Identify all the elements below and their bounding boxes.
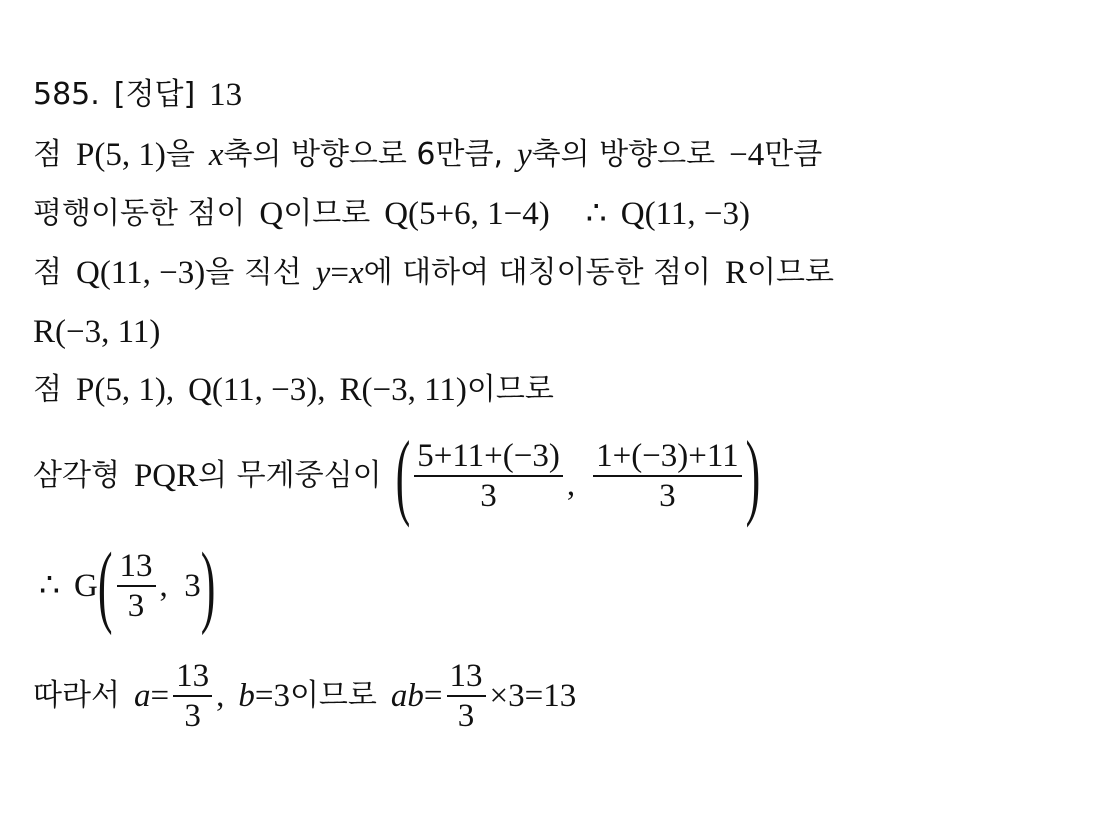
fraction-numerator: 5+11+(−3) — [417, 437, 560, 474]
a-fraction — [173, 659, 212, 734]
text: 이므로 — [289, 678, 377, 713]
text: 삼각형 — [33, 458, 120, 493]
solution-line-5 — [33, 366, 554, 414]
solution-line-4 — [33, 308, 160, 356]
text: 평행이동한 점이 — [33, 196, 246, 231]
text: 을 직선 — [205, 255, 302, 290]
equals-sign: = — [423, 677, 443, 714]
point-p: P(5, 1), — [75, 371, 175, 408]
label-g: G — [74, 567, 98, 604]
text: 의 무게중심이 — [198, 458, 382, 493]
right-paren-icon: ) — [745, 421, 761, 529]
text: 따라서 — [33, 678, 120, 713]
fraction-denominator: 3 — [184, 697, 201, 734]
solution-line-8 — [33, 650, 576, 742]
variable-b: b — [238, 677, 255, 714]
text: 을 — [165, 137, 195, 172]
point-q: Q(11, −3) — [75, 254, 206, 291]
equals-sign: = — [330, 254, 349, 291]
result-q: Q(11, −3) — [620, 195, 750, 232]
centroid-x-fraction — [414, 439, 563, 514]
variable-x: x — [348, 254, 364, 291]
problem-number: 585. — [33, 77, 100, 112]
b-value: =3 — [254, 677, 290, 714]
fraction-denominator: 3 — [659, 477, 676, 514]
text: 이므로 — [747, 255, 834, 290]
g-x-fraction — [117, 549, 156, 624]
final-result: ×3=13 — [489, 677, 577, 714]
text: 에 대하여 대칭이동한 점이 — [363, 255, 711, 290]
therefore-symbol: ∴ — [39, 567, 60, 604]
solution-line-1 — [33, 131, 822, 179]
right-paren-icon: ) — [200, 533, 216, 637]
variable-y: y — [315, 254, 331, 291]
solution-line-6 — [33, 421, 761, 529]
expression-q: Q(5+6, 1−4) — [384, 195, 550, 232]
value-minus-4: −4 — [729, 136, 765, 173]
fraction-numerator: 13 — [176, 657, 210, 694]
text: 점 — [33, 255, 62, 290]
g-y-value: , 3 — [159, 567, 201, 604]
triangle-pqr: PQR — [133, 457, 199, 494]
point-r: R(−3, 11) — [33, 313, 161, 350]
point-p: P(5, 1) — [75, 136, 166, 173]
fraction-numerator: 13 — [449, 657, 483, 694]
label-r: R — [725, 254, 748, 291]
variable-x: x — [208, 136, 224, 173]
text: 축의 방향으로 — [531, 137, 716, 172]
fraction-denominator: 3 — [480, 477, 497, 514]
variable-a: a — [133, 677, 151, 714]
left-paren-icon: ( — [97, 533, 113, 637]
text: 만큼 — [764, 137, 823, 172]
variable-ab: ab — [390, 677, 424, 714]
text: 이므로 — [283, 196, 371, 231]
point-r: R(−3, 11) — [339, 371, 467, 408]
text: 점 — [33, 372, 62, 407]
comma: , — [216, 677, 225, 714]
variable-y: y — [517, 136, 532, 173]
solution-line-7 — [33, 533, 216, 637]
fraction-numerator: 13 — [119, 547, 153, 584]
fraction-denominator: 3 — [127, 587, 145, 624]
label-q: Q — [259, 195, 284, 232]
equals-sign: = — [150, 677, 170, 714]
solution-line-3 — [33, 249, 834, 297]
fraction-numerator: 1+(−3)+11 — [596, 437, 739, 474]
text: 축의 방향으로 6만큼, — [223, 137, 504, 172]
point-q: Q(11, −3), — [188, 371, 326, 408]
ab-fraction — [447, 659, 486, 734]
solution-line-2 — [33, 190, 750, 238]
therefore-symbol: ∴ — [585, 195, 607, 232]
text: 점 — [33, 137, 62, 172]
centroid-y-fraction — [593, 439, 742, 514]
fraction-denominator: 3 — [457, 697, 475, 734]
answer-value: 13 — [209, 76, 243, 113]
answer-header — [33, 71, 242, 119]
text: 이므로 — [466, 372, 554, 407]
left-paren-icon: ( — [395, 421, 411, 529]
answer-tag: [정답] — [113, 77, 196, 112]
comma: , — [566, 466, 576, 503]
